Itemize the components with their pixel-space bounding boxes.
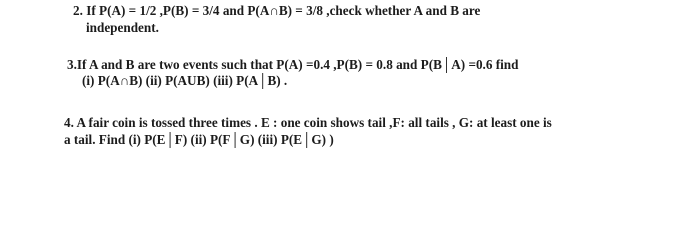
question-4-line-2: a tail. Find (i) P(E│F) (ii) P(F│G) (iii) P(E│G) ) [64,132,334,147]
question-3-line-2: (i) P(A∩B) (ii) P(AUB) (iii) P(A│B) . [82,73,288,88]
question-3-line-1: 3.If A and B are two events such that P(A) =0.4 ,P(B) = 0.8 and P(B│A) =0.6 find [67,57,519,72]
question-4-line-1: 4. A fair coin is tossed three times . E : one coin shows tail ,F: all tails , G: at least one is [64,115,552,130]
question-2-line-1: 2. If P(A) = 1/2 ,P(B) = 3/4 and P(A∩B) = 3/8 ,check whether A and B are [73,3,481,18]
question-2-line-2: independent. [86,20,159,35]
